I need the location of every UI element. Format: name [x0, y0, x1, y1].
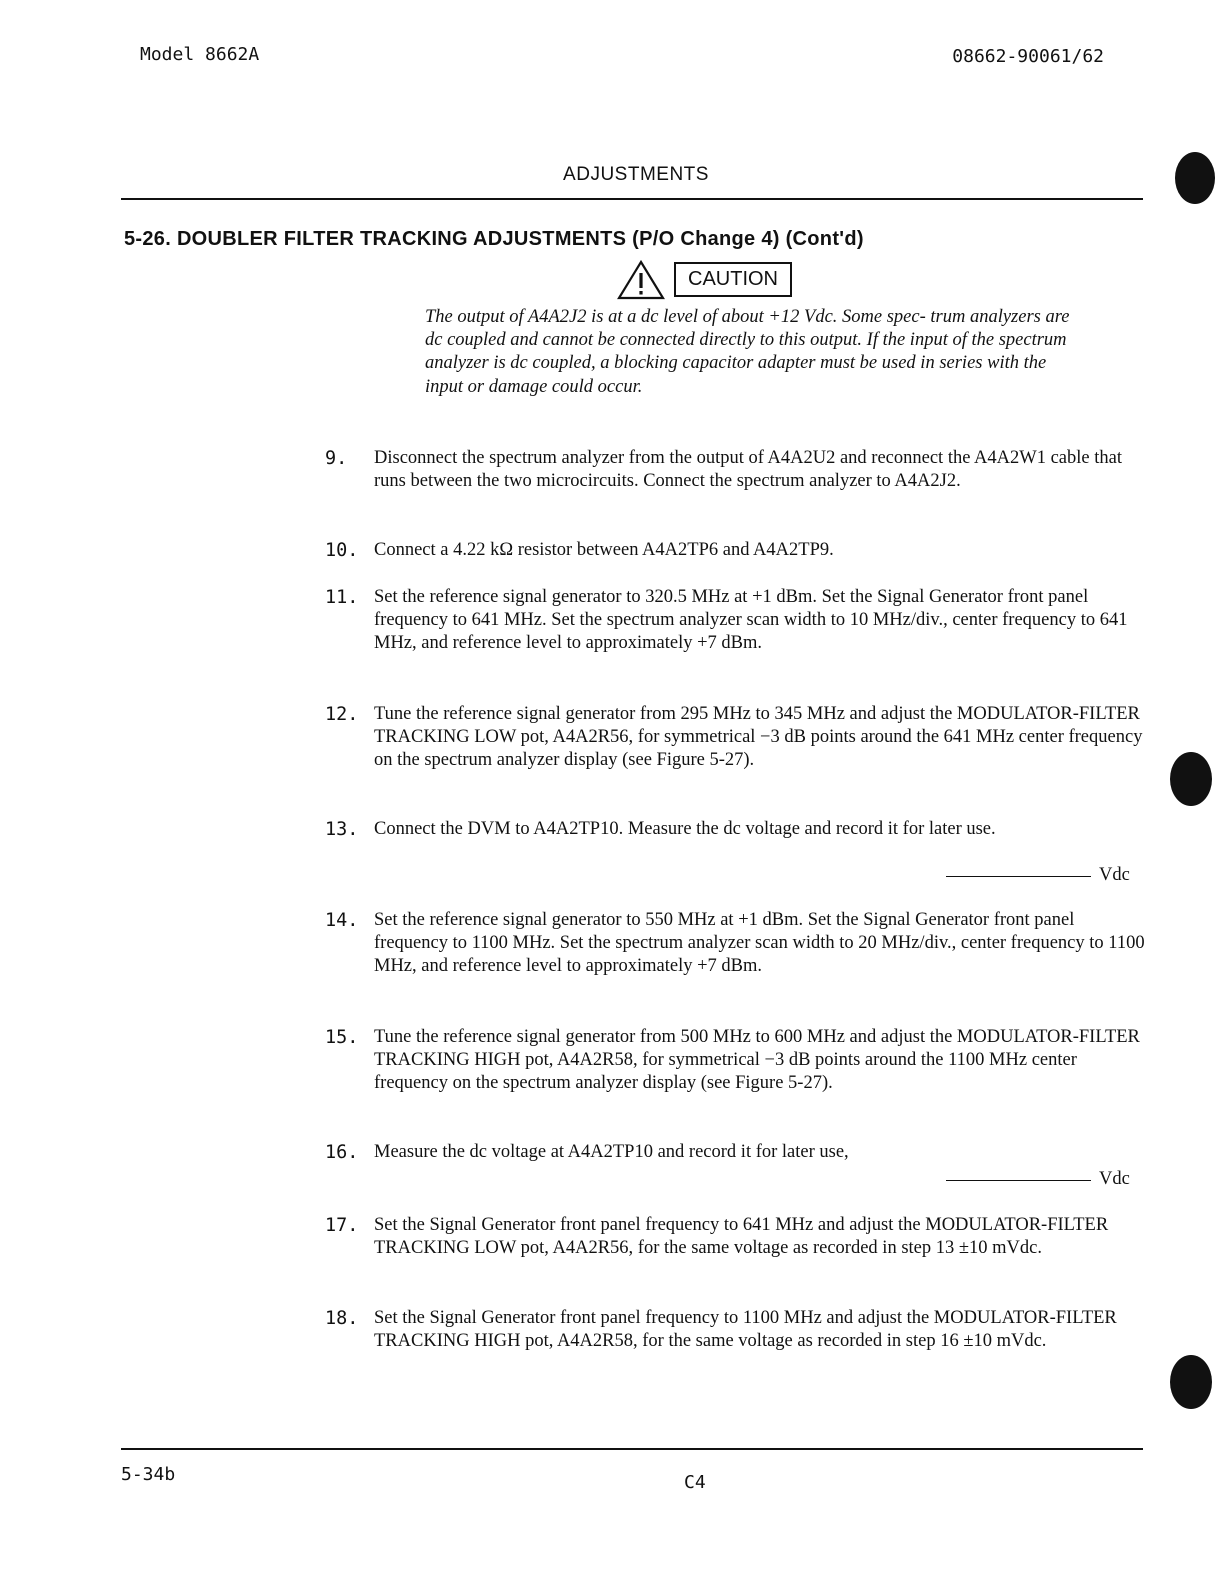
step-text: Connect the DVM to A4A2TP10. Measure the dc voltage and record it for later use.: [374, 819, 996, 839]
record-line: [946, 1180, 1091, 1181]
binder-hole-mark: [1170, 752, 1212, 806]
step-number: 17.: [325, 1215, 359, 1236]
step-text: Connect a 4.22 kΩ resistor between A4A2TP6 and A4A2TP9.: [374, 540, 834, 560]
record-voltage-blank[interactable]: [946, 1169, 1130, 1190]
step-number: 10.: [325, 540, 359, 561]
step-number: 16.: [325, 1142, 359, 1163]
step-text: Disconnect the spectrum analyzer from the output of A4A2U2 and reconnect the A4A2W1 cable that runs between the two microcircuits. Connect the spectrum analyzer to A4A2J2.: [374, 448, 1122, 491]
binder-hole-mark: [1175, 152, 1215, 204]
page-number: 5-34b: [121, 1464, 176, 1485]
step-text: Measure the dc voltage at A4A2TP10 and record it for later use,: [374, 1142, 849, 1162]
caution-text: The output of A4A2J2 is at a dc level of about +12 Vdc. Some spec- trum analyzers are dc coupled and cannot be connected directly to this output. If the input of the spectrum analyzer is dc coupled, a blocking capacitor adapter must be used in series with the input or damage could occur.: [425, 307, 1070, 397]
step-text: Set the Signal Generator front panel frequency to 641 MHz and adjust the MODULATOR-FILTER TRACKING LOW pot, A4A2R56, for the same voltage as recorded in step 13 ±10 mVdc.: [374, 1215, 1109, 1258]
record-line: [946, 876, 1091, 877]
binder-hole-mark: [1170, 1355, 1212, 1409]
step-text: Set the reference signal generator to 550 MHz at +1 dBm. Set the Signal Generator front panel frequency to 1100 MHz. Set the spectrum analyzer scan width to 20 MHz/div., center frequency to 1100 MHz, and reference level to approximately +7 dBm.: [374, 910, 1145, 976]
top-rule: [121, 198, 1143, 200]
caution-label: CAUTION: [674, 262, 792, 297]
step-number: 15.: [325, 1027, 359, 1048]
record-voltage-blank[interactable]: [946, 865, 1130, 886]
document-number: 08662-90061/62: [952, 46, 1104, 67]
step-text: Tune the reference signal generator from 500 MHz to 600 MHz and adjust the MODULATOR-FILTER TRACKING HIGH pot, A4A2R58, for symmetrical −3 dB points around the 1100 MHz center frequency on the spectrum analyzer display (see Figure 5-27).: [374, 1027, 1140, 1093]
step-item: [325, 909, 1145, 978]
bottom-rule: [121, 1448, 1143, 1450]
paragraph-heading: 5-26. DOUBLER FILTER TRACKING ADJUSTMENTS (P/O Change 4) (Cont'd): [124, 228, 864, 250]
step-item: [325, 1214, 1145, 1260]
step-item: [325, 703, 1145, 772]
step-number: 9.: [325, 448, 348, 469]
record-unit: Vdc: [1099, 1169, 1130, 1189]
warning-triangle-icon: [616, 259, 666, 301]
step-text: Set the Signal Generator front panel frequency to 1100 MHz and adjust the MODULATOR-FILTER TRACKING HIGH pot, A4A2R58, for the same voltage as recorded in step 16 ±10 mVdc.: [374, 1308, 1117, 1351]
step-text: Set the reference signal generator to 320.5 MHz at +1 dBm. Set the Signal Generator front panel frequency to 641 MHz. Set the spectrum analyzer scan width to 10 MHz/div., center frequency to 641 MHz, and reference level to approximately +7 dBm.: [374, 587, 1128, 653]
step-number: 18.: [325, 1308, 359, 1329]
step-number: 12.: [325, 704, 359, 725]
step-item: [325, 1307, 1145, 1353]
step-item: [325, 447, 1145, 493]
step-item: [325, 818, 1145, 841]
record-unit: Vdc: [1099, 865, 1130, 885]
step-item: [325, 1026, 1145, 1095]
step-item: [325, 539, 1145, 562]
section-title: ADJUSTMENTS: [563, 164, 709, 185]
model-header: Model 8662A: [140, 44, 260, 65]
step-item: [325, 586, 1145, 655]
step-number: 13.: [325, 819, 359, 840]
step-number: 11.: [325, 587, 359, 608]
change-marker: C4: [684, 1472, 706, 1493]
step-text: Tune the reference signal generator from 295 MHz to 345 MHz and adjust the MODULATOR-FILTER TRACKING LOW pot, A4A2R56, for symmetrical −3 dB points around the 641 MHz center frequency on the spectrum analyzer display (see Figure 5-27).: [374, 704, 1143, 770]
step-item: [325, 1141, 1145, 1164]
step-number: 14.: [325, 910, 359, 931]
